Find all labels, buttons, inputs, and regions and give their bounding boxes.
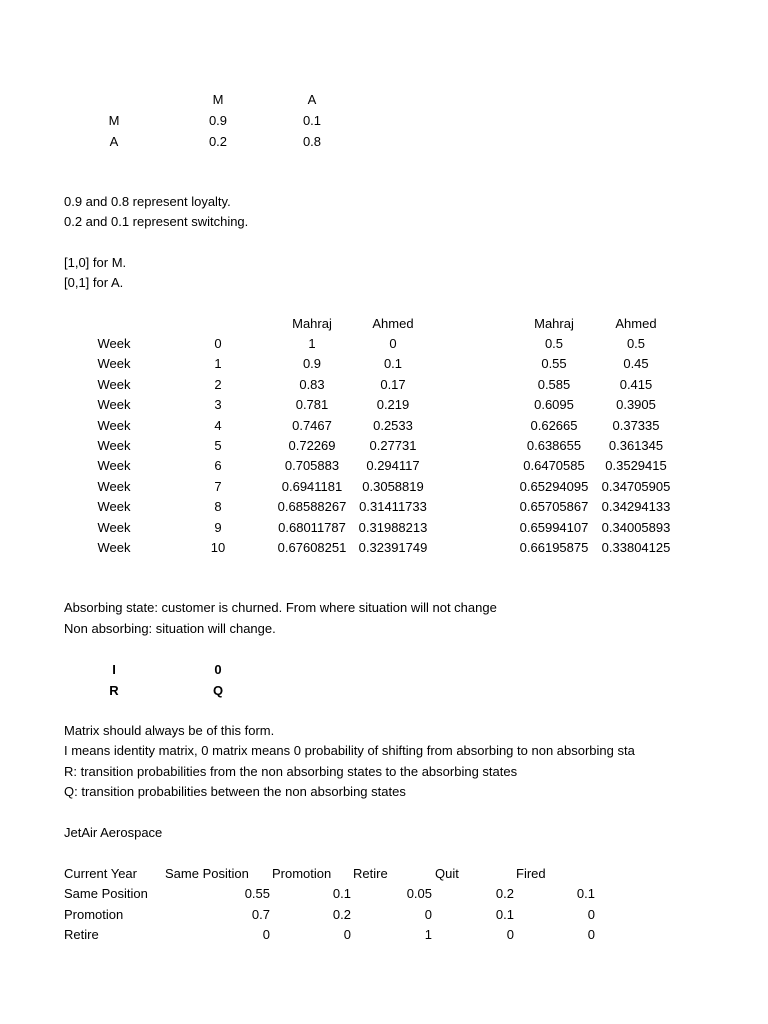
mahraj-value: 1 (308, 336, 316, 351)
row-label-a: A (109, 134, 119, 149)
week-number: 7 (214, 478, 222, 494)
row-label: Same Position (64, 886, 148, 901)
cell: 0 (424, 906, 432, 922)
cell: 0.05 (406, 886, 432, 901)
cell: 0.1 (332, 886, 351, 901)
ahmed-value: 0.219 (376, 397, 410, 413)
mahraj-value: 0.705883 (284, 458, 340, 474)
ahmed-value: 0 (389, 336, 397, 351)
mahraj-value: 0.585 (537, 376, 571, 392)
mahraj-value: 0.66195875 (519, 540, 589, 555)
ahmed-value: 0.415 (619, 376, 653, 392)
row-label: Retire (64, 927, 99, 942)
header-quit: Quit (435, 866, 459, 881)
mahraj-value: 0.72269 (288, 438, 336, 453)
cell: 0.9 (208, 113, 228, 128)
mahraj-value: 0.68011787 (278, 519, 346, 535)
cell: 0.2 (495, 886, 514, 901)
mahraj-value: 0.55 (541, 356, 567, 372)
col-header-m: M (212, 92, 224, 107)
mahraj-value: 0.62665 (530, 417, 578, 433)
week-number: 4 (214, 417, 222, 433)
week-label: Week (97, 336, 131, 351)
cell: 0.2 (208, 134, 228, 149)
week-label: Week (97, 438, 131, 453)
ahmed-value: 0.31988213 (358, 519, 428, 535)
header-ahmed: Ahmed (615, 316, 657, 331)
note-r: R: transition probabilities from the non absorbing states to the absorbing states (64, 764, 518, 779)
week-label: Week (97, 499, 131, 515)
note-loyalty: 0.9 and 0.8 represent loyalty. (64, 194, 231, 209)
week-label: Week (97, 519, 131, 535)
ahmed-value: 0.5 (626, 336, 646, 351)
ahmed-value: 0.37335 (612, 417, 660, 433)
mahraj-value: 0.65294095 (519, 478, 589, 494)
mahraj-value: 0.6470585 (523, 458, 585, 474)
cell: 0.7 (251, 906, 270, 922)
mahraj-value: 0.781 (295, 397, 329, 413)
ahmed-value: 0.27731 (369, 438, 417, 453)
cell: 0.1 (495, 906, 514, 922)
row-label: Promotion (64, 906, 124, 922)
week-label: Week (97, 356, 131, 372)
week-label: Week (97, 376, 131, 392)
mahraj-value: 0.5 (544, 336, 564, 351)
header-mahraj: Mahraj (292, 316, 332, 331)
cell: 0.55 (244, 886, 270, 901)
cell: 0.1 (302, 113, 322, 128)
note-form: Matrix should always be of this form. (64, 723, 275, 738)
note-vector-m: [1,0] for M. (64, 255, 127, 270)
ahmed-value: 0.1 (383, 356, 403, 372)
note-non-absorbing: Non absorbing: situation will change. (64, 621, 276, 636)
note-absorbing: Absorbing state: customer is churned. From where situation will not change (64, 600, 497, 615)
ahmed-value: 0.32391749 (358, 540, 428, 555)
week-label: Week (97, 417, 131, 433)
week-label: Week (97, 540, 131, 555)
week-number: 9 (214, 519, 222, 535)
ahmed-value: 0.34005893 (601, 519, 671, 535)
ahmed-value: 0.3905 (616, 397, 656, 413)
mahraj-value: 0.65705867 (519, 499, 589, 515)
week-label: Week (97, 458, 131, 474)
r-label: R (109, 683, 119, 698)
cell: 0 (343, 927, 351, 942)
week-label: Week (97, 478, 131, 494)
corner-label: Current Year (64, 866, 137, 881)
mahraj-value: 0.7467 (292, 417, 332, 433)
header-mahraj: Mahraj (534, 316, 574, 331)
header-ahmed: Ahmed (372, 316, 414, 331)
week-number: 0 (214, 336, 222, 351)
cell: 0 (587, 927, 595, 942)
ahmed-value: 0.294117 (366, 458, 420, 474)
note-q: Q: transition probabilities between the non absorbing states (64, 784, 406, 799)
week-number: 10 (210, 540, 226, 555)
mahraj-value: 0.6095 (534, 397, 574, 413)
cell: 0.1 (576, 886, 595, 901)
cell: 0 (262, 927, 270, 942)
week-number: 6 (214, 458, 222, 474)
ahmed-value: 0.3058819 (362, 478, 424, 494)
company-name: JetAir Aerospace (64, 825, 163, 840)
cell: 0.8 (302, 134, 322, 149)
week-number: 2 (214, 376, 222, 392)
mahraj-value: 0.6941181 (281, 478, 343, 494)
week-label: Week (97, 397, 131, 413)
header-promotion: Promotion (272, 866, 332, 881)
note-switching: 0.2 and 0.1 represent switching. (64, 214, 249, 229)
mahraj-value: 0.9 (302, 356, 322, 372)
week-number: 3 (214, 397, 222, 413)
zero-label: 0 (214, 662, 222, 677)
row-label-m: M (108, 113, 120, 128)
ahmed-value: 0.31411733 (359, 499, 427, 515)
identity-label: I (112, 662, 116, 677)
header-fired: Fired (516, 866, 546, 881)
mahraj-value: 0.67608251 (277, 540, 347, 555)
mahraj-value: 0.68588267 (277, 499, 347, 515)
ahmed-value: 0.33804125 (601, 540, 671, 555)
note-identity: I means identity matrix, 0 matrix means 0 probability of shifting from absorbing to non absorbing sta (64, 743, 635, 758)
header-same-position: Same Position (165, 866, 249, 881)
week-number: 8 (214, 499, 222, 515)
ahmed-value: 0.3529415 (605, 458, 667, 474)
ahmed-value: 0.34294133 (601, 499, 671, 515)
note-vector-a: [0,1] for A. (64, 275, 124, 290)
cell: 0.2 (332, 906, 351, 922)
cell: 0 (587, 906, 595, 922)
ahmed-value: 0.34705905 (601, 478, 671, 494)
ahmed-value: 0.2533 (373, 417, 413, 433)
mahraj-value: 0.638655 (526, 438, 582, 453)
mahraj-value: 0.83 (299, 376, 325, 392)
ahmed-value: 0.361345 (608, 438, 664, 453)
ahmed-value: 0.17 (380, 376, 406, 392)
cell: 0 (506, 927, 514, 942)
week-number: 1 (214, 356, 222, 372)
mahraj-value: 0.65994107 (519, 519, 589, 535)
ahmed-value: 0.45 (623, 356, 649, 372)
cell: 1 (424, 927, 432, 942)
week-number: 5 (214, 438, 222, 453)
header-retire: Retire (353, 866, 388, 881)
q-label: Q (212, 683, 224, 698)
col-header-a: A (307, 92, 317, 107)
